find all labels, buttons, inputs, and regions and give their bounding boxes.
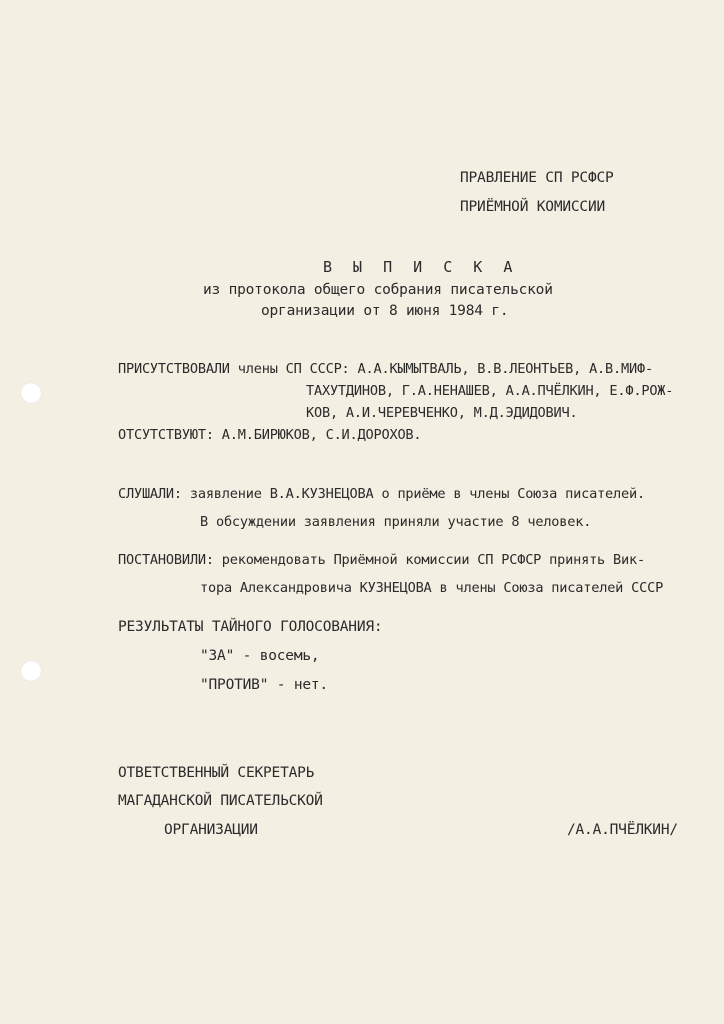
heard-line-1: СЛУШАЛИ: заявление В.А.КУЗНЕЦОВА о приёме в члены Союза писателей. — [118, 486, 645, 502]
document-subtitle-2: организации от 8 июня 1984 г. — [261, 303, 509, 319]
document-title: В Ы П И С К А — [323, 258, 519, 276]
signature-title-1: ОТВЕТСТВЕННЫЙ СЕКРЕТАРЬ — [118, 765, 315, 781]
header-board: ПРАВЛЕНИЕ СП РСФСР — [460, 170, 614, 186]
resolved-line-1: ПОСТАНОВИЛИ: рекомендовать Приёмной комиссии СП РСФСР принять Вик- — [118, 552, 645, 568]
present-line-3: КОВ, А.И.ЧЕРЕВЧЕНКО, М.Д.ЭДИДОВИЧ. — [306, 405, 578, 421]
document-subtitle-1: из протокола общего собрания писательской — [203, 282, 553, 298]
punch-hole-top — [20, 382, 42, 404]
header-commission: ПРИЁМНОЙ КОМИССИИ — [460, 199, 606, 215]
vote-against: "ПРОТИВ" - нет. — [200, 677, 328, 693]
vote-for: "ЗА" - восемь, — [200, 648, 320, 664]
punch-hole-bottom — [20, 660, 42, 682]
signature-title-3: ОРГАНИЗАЦИИ — [164, 822, 258, 838]
vote-heading: РЕЗУЛЬТАТЫ ТАЙНОГО ГОЛОСОВАНИЯ: — [118, 619, 383, 635]
present-line-2: ТАХУТДИНОВ, Г.А.НЕНАШЕВ, А.А.ПЧЁЛКИН, Е.Ф.РОЖ- — [306, 383, 674, 399]
resolved-line-2: тора Александровича КУЗНЕЦОВА в члены Союза писателей СССР — [200, 580, 664, 596]
absent-line: ОТСУТСТВУЮТ: А.М.БИРЮКОВ, С.И.ДОРОХОВ. — [118, 427, 422, 443]
signature-name: /А.А.ПЧЁЛКИН/ — [567, 822, 678, 838]
present-line-1: ПРИСУТСТВОВАЛИ члены СП СССР: А.А.КЫМЫТВАЛЬ, В.В.ЛЕОНТЬЕВ, А.В.МИФ- — [118, 361, 653, 377]
heard-line-2: В обсуждении заявления приняли участие 8 человек. — [200, 514, 592, 530]
signature-title-2: МАГАДАНСКОЙ ПИСАТЕЛЬСКОЙ — [118, 793, 323, 809]
